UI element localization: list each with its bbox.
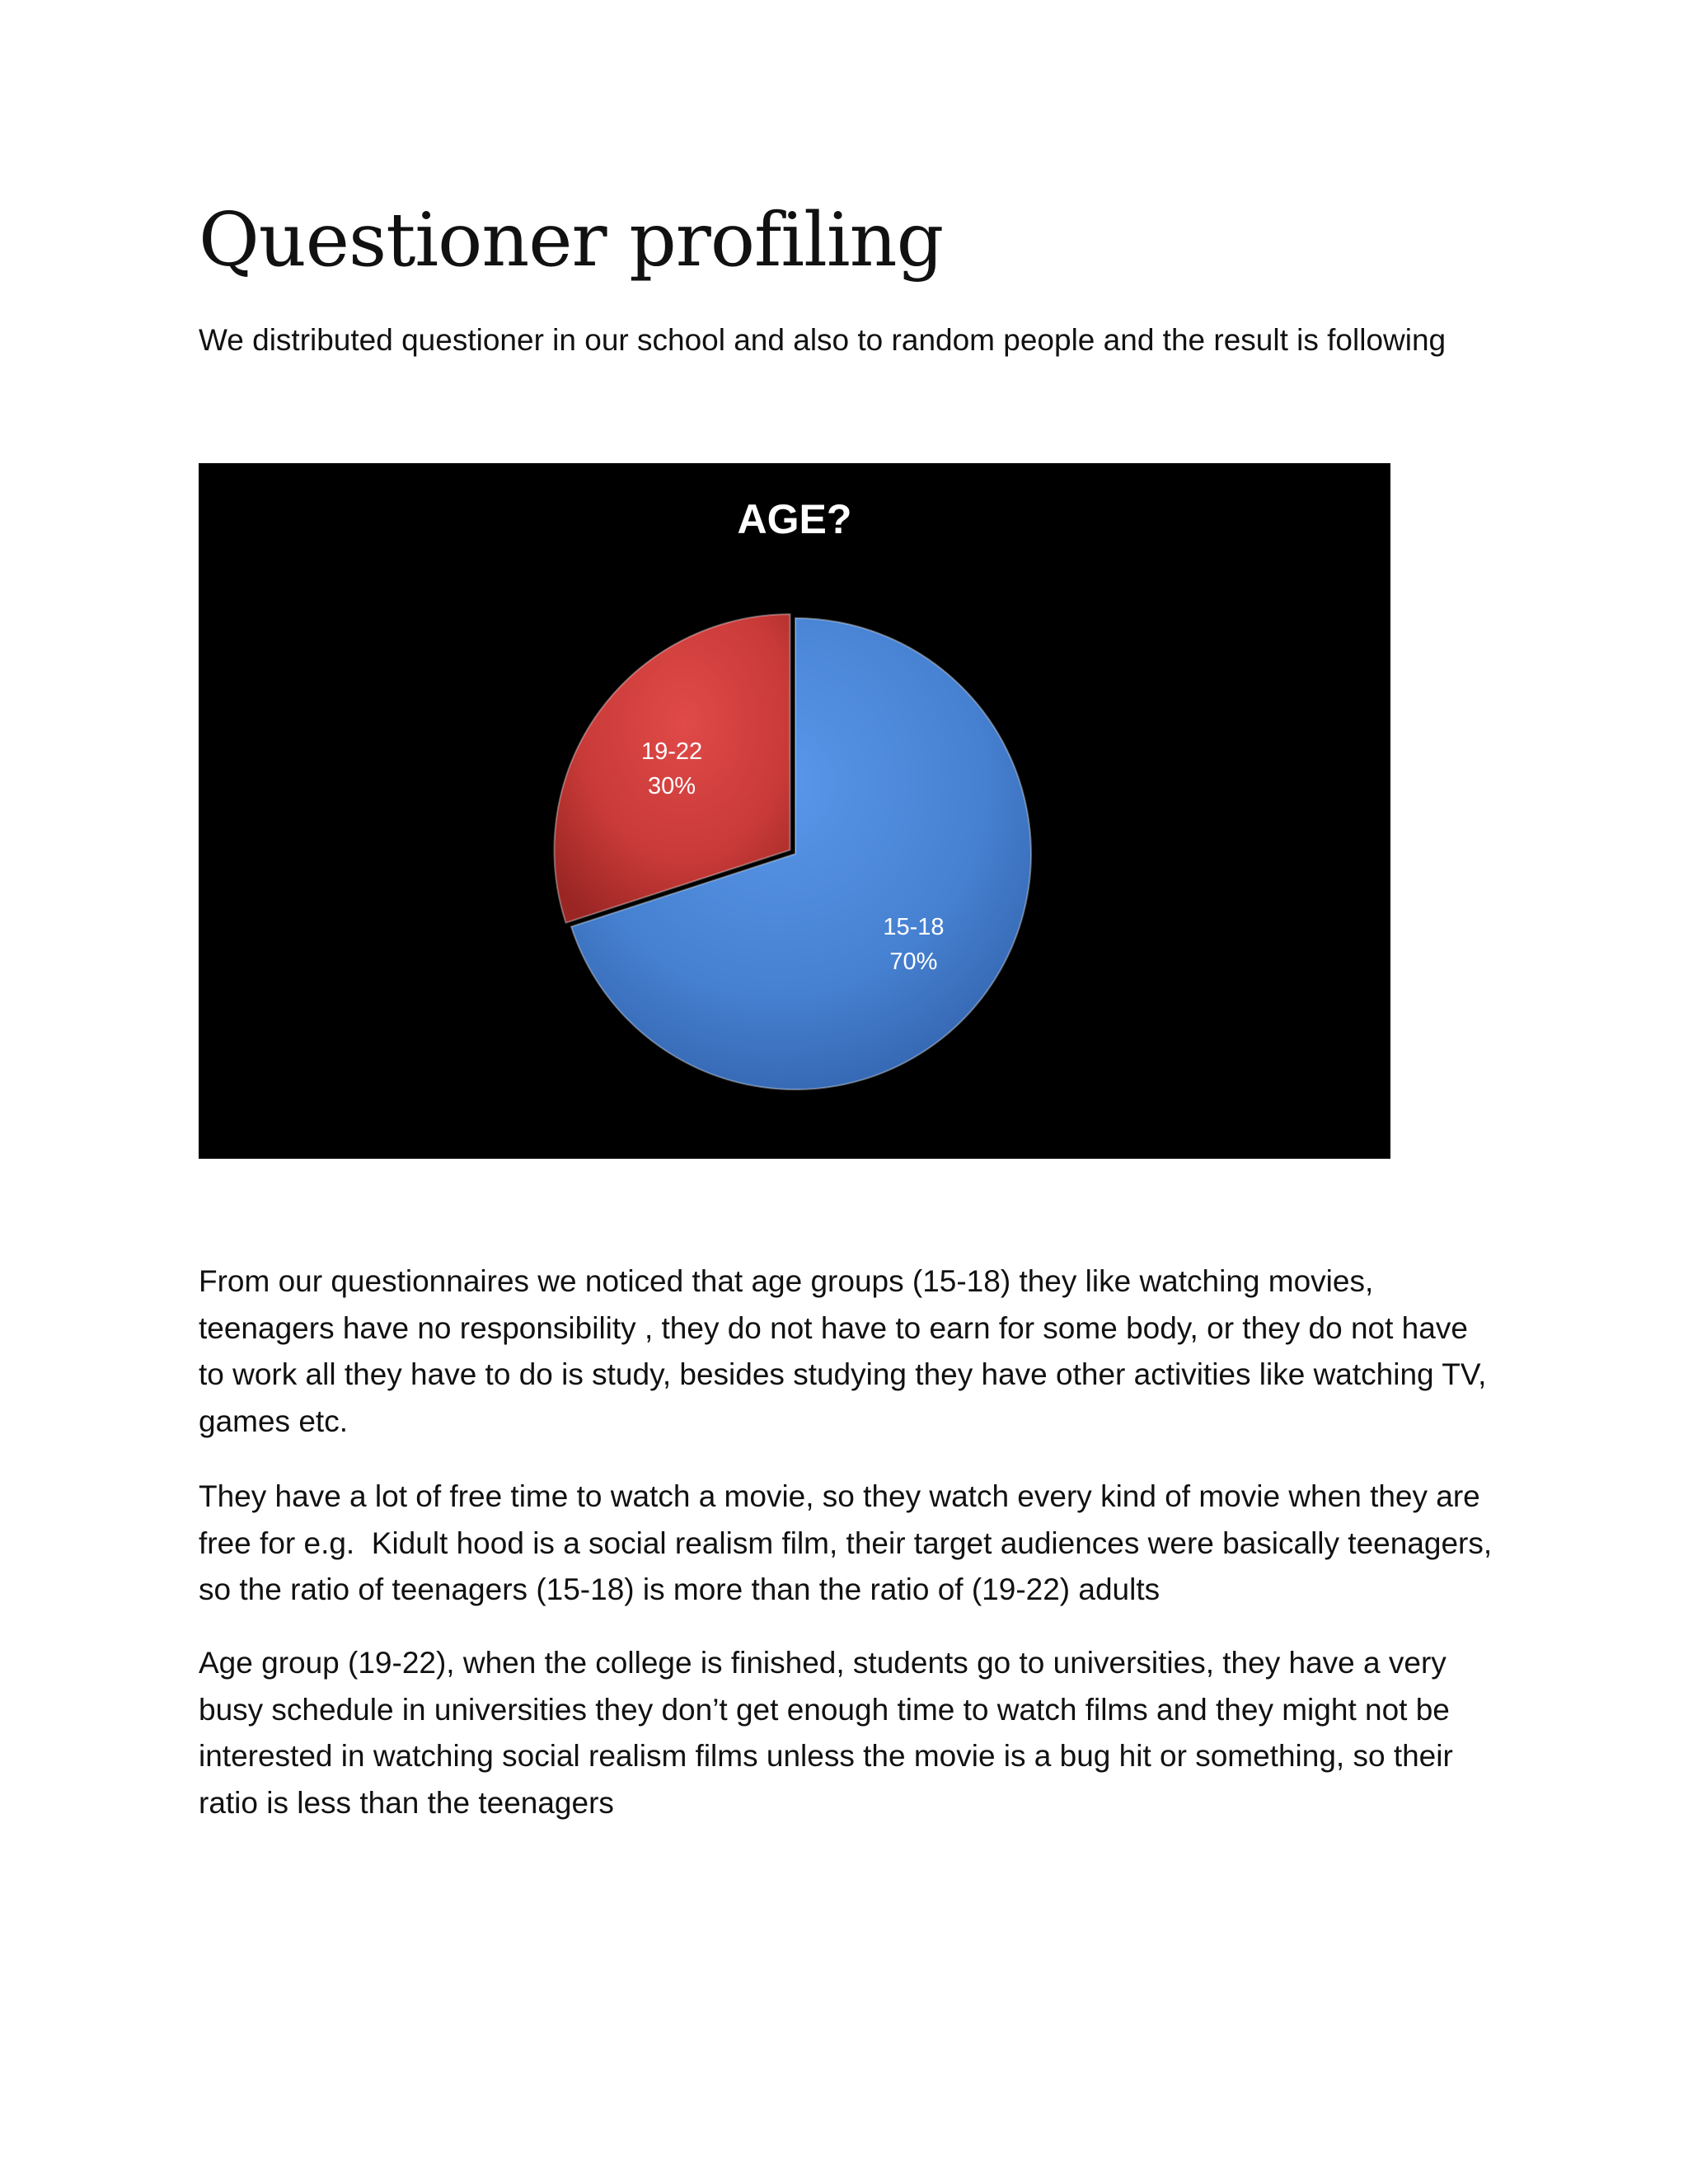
paragraph-age-19-22: Age group (19-22), when the college is finished, students go to universities, they have a very busy schedule in universities they don’t get enough time to watch films and they might not be interested in watching social realism films unless the movie is a bug hit or something, so their ratio is less than the teenagers (199, 1646, 1453, 1820)
paragraph-free-time: They have a lot of free time to watch a movie, so they watch every kind of movie when they are free for e.g. Kidult hood is a social realism film, their target audiences were basically teenagers, so the ratio of teenagers (15-18) is more than the ratio of (19-22) adults (199, 1479, 1493, 1606)
pie-chart-svg (199, 463, 1390, 1159)
page-title: Questioner profiling (199, 197, 944, 284)
slice-percent-label: 30% (648, 773, 696, 800)
intro-text: We distributed questioner in our school and also to random people and the result is following (199, 323, 1447, 357)
slice-percent-label: 70% (889, 949, 938, 976)
age-pie-chart (199, 463, 1390, 1159)
paragraph-age-15-18: From our questionnaires we noticed that age groups (15-18) they like watching movies, teenagers have no responsibility , they do not have to earn for some body, or they do not have to work all they have to do is study, besides studying they have other activities like watching TV, games etc. (199, 1264, 1487, 1438)
slice-category-label: 15-18 (883, 914, 945, 941)
chart-title: AGE? (737, 496, 852, 542)
slice-category-label: 19-22 (640, 738, 703, 766)
pie-slices (555, 614, 1031, 1090)
